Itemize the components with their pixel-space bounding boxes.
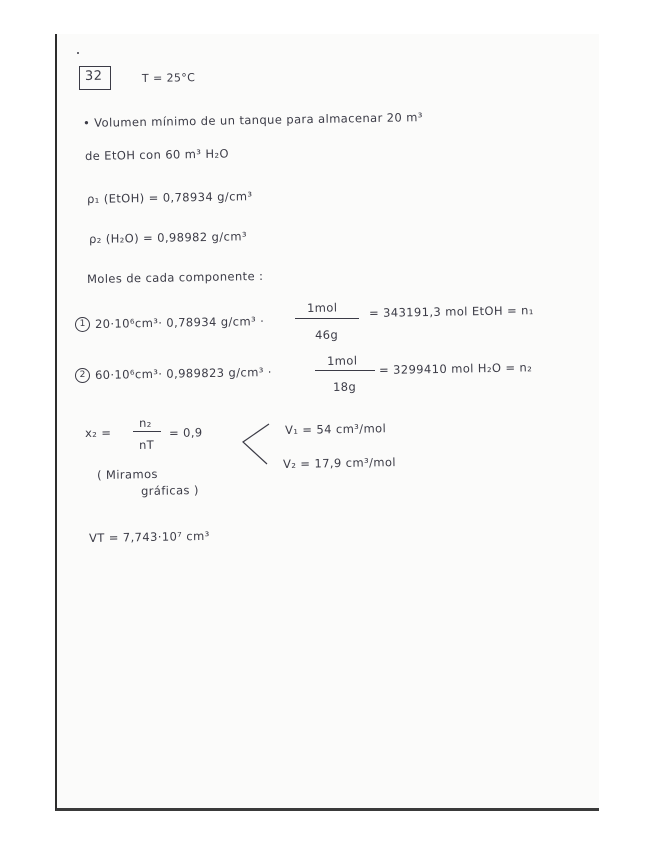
calc2-result: = 3299410 mol H₂O = n₂: [378, 360, 533, 377]
calc1-lhs: 20·10⁶cm³· 0,78934 g/cm³ ·: [94, 314, 265, 331]
temperature: T = 25°C: [141, 71, 196, 85]
molar-volume-1: V₁ = 54 cm³/mol: [284, 421, 387, 437]
step-2-marker: 2: [75, 368, 90, 383]
problem-number: 32: [84, 68, 103, 84]
notebook-page: [55, 34, 599, 811]
ink-dot: [77, 52, 79, 54]
total-volume: VT = 7,743·10⁷ cm³: [88, 528, 210, 545]
x2-fraction-bar: [133, 431, 161, 432]
note-line-1: ( Miramos: [96, 466, 158, 482]
calc1-fraction-bar: [295, 318, 359, 319]
x2-value: = 0,9: [168, 425, 203, 440]
calc1-denominator: 46g: [314, 327, 339, 342]
molar-volume-2: V₂ = 17,9 cm³/mol: [282, 455, 397, 471]
calc2-fraction-bar: [315, 370, 375, 371]
x2-denominator: nT: [138, 437, 155, 452]
calc2-numerator: 1mol: [326, 353, 358, 368]
step-1-marker: 1: [75, 317, 90, 332]
angle-bracket: [241, 422, 271, 466]
calc2-denominator: 18g: [332, 379, 357, 394]
statement-line-2: de EtOH con 60 m³ H₂O: [84, 146, 230, 163]
calc1-numerator: 1mol: [306, 300, 338, 315]
calc1-result: = 343191,3 mol EtOH = n₁: [368, 303, 534, 320]
density-water: ρ₂ (H₂O) = 0,98982 g/cm³: [88, 229, 248, 246]
density-etoh: ρ₁ (EtOH) = 0,78934 g/cm³: [86, 189, 253, 206]
moles-heading: Moles de cada componente :: [86, 268, 264, 286]
x2-label: x₂ =: [84, 425, 112, 440]
calc2-lhs: 60·10⁶cm³· 0,989823 g/cm³ ·: [94, 364, 273, 382]
note-line-2: gráficas ): [140, 482, 199, 498]
x2-numerator: n₂: [138, 415, 152, 430]
statement-line-1: • Volumen mínimo de un tanque para almacenar 20 m³: [82, 110, 423, 130]
